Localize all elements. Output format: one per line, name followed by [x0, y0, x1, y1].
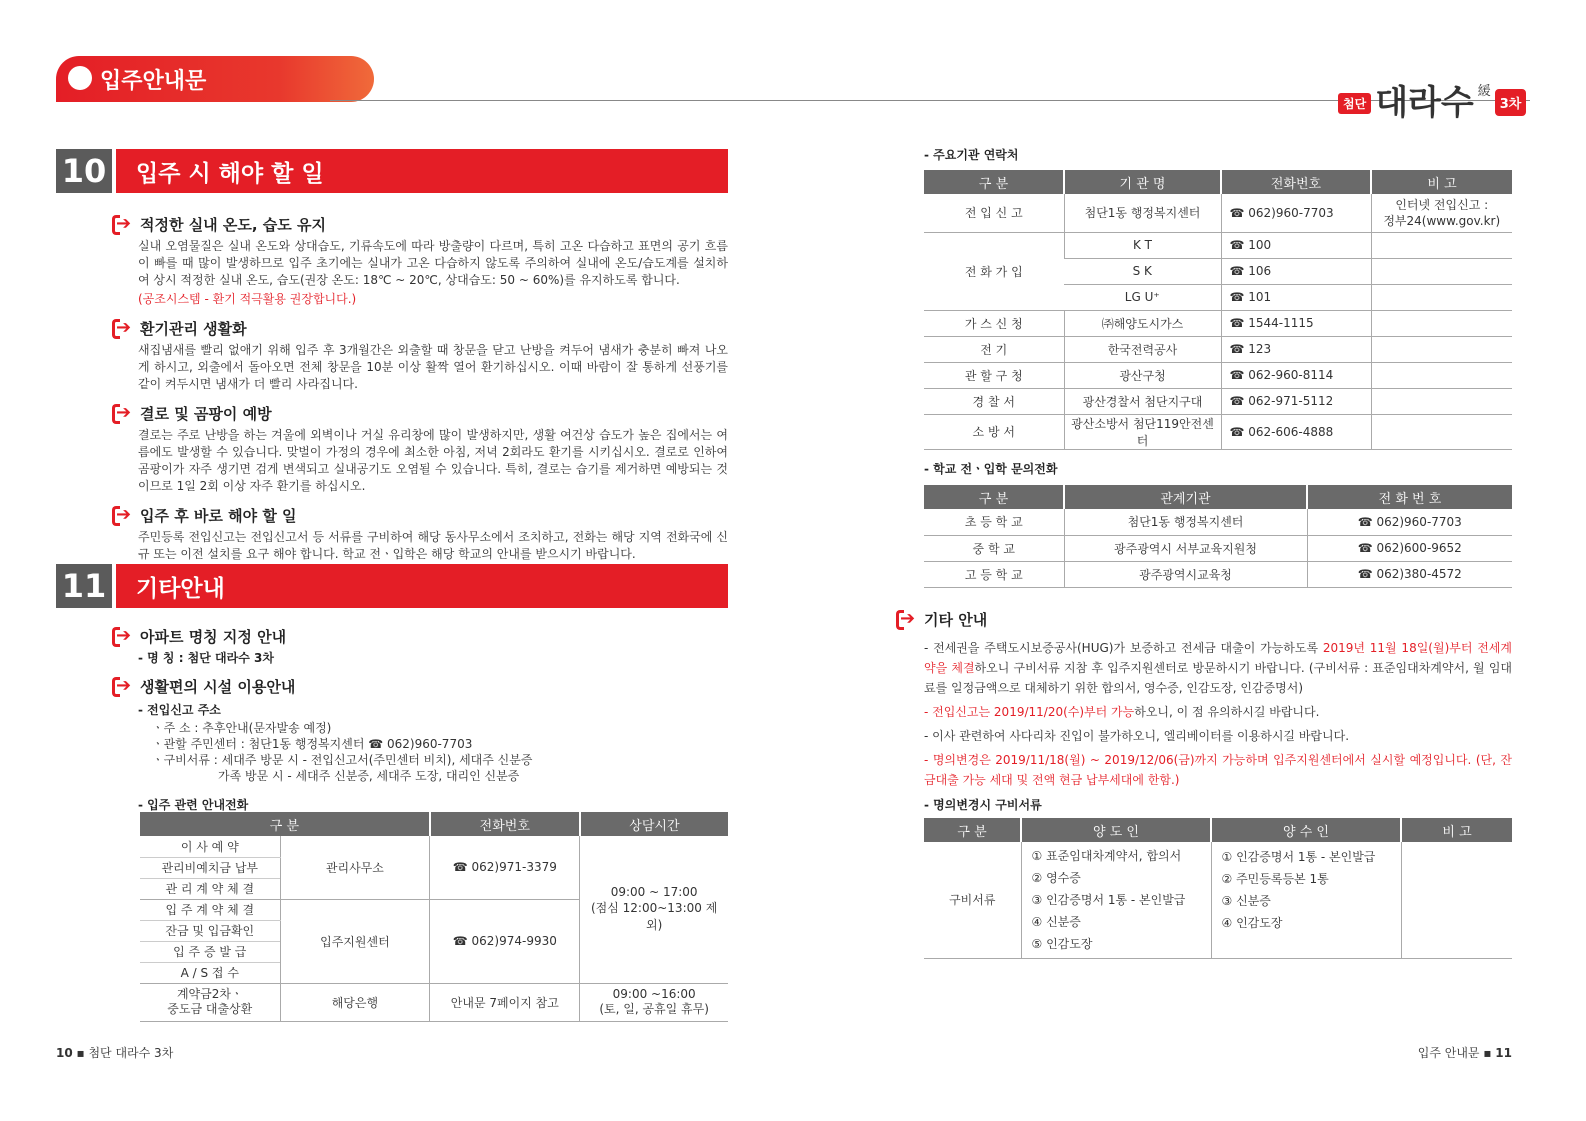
contact-note [1371, 232, 1512, 258]
item-heading [112, 318, 728, 339]
docs-giver [1021, 842, 1211, 958]
contact-org: 한국전력공사 [1064, 336, 1221, 362]
docs-item: ③ 인감증명서 1통 - 본인발급 [1031, 892, 1186, 907]
phone-item: 입 주 계 약 체 결 [140, 899, 280, 920]
school-org: 첨단1동 행정복지센터 [1064, 509, 1307, 535]
contact-tel: ☎ 100 [1221, 232, 1371, 258]
bullet-text: 하오니, 이 점 유의하시길 바랍니다. [1134, 705, 1320, 719]
table-row [924, 535, 1512, 561]
item-line: 계약금2차ㆍ [176, 987, 243, 1001]
contact-cat: 전 화 가 입 [924, 232, 1064, 310]
phone-table [140, 812, 728, 1022]
phone-office: 관리사무소 [280, 836, 430, 899]
phone-tel: 안내문 7페이지 참고 [430, 983, 580, 1021]
docs-taker [1211, 842, 1401, 958]
note-line: 인터넷 전입신고 : [1395, 197, 1489, 212]
table-row [924, 194, 1512, 232]
footer-right: 입주 안내문 ▪ 11 [1417, 1046, 1512, 1060]
phone-item: 관리비예치금 납부 [140, 857, 280, 878]
footer-text: 첨단 대라수 3차 [88, 1046, 174, 1060]
header-dot-icon [68, 66, 92, 90]
docs-item: ④ 인감도장 [1221, 916, 1283, 930]
conv-heading [112, 676, 728, 697]
contact-org: K T [1064, 232, 1221, 258]
item-heading [112, 403, 728, 424]
contacts-table [924, 170, 1512, 450]
section-10-title: 입주 시 해야 할 일 [116, 149, 728, 193]
contact-tel: ☎ 1544-1115 [1221, 310, 1371, 336]
item-body: 결로는 주로 난방을 하는 겨울에 외벽이나 거실 유리창에 많이 발생하지만, 생활 여건상 습도가 높은 집에서는 여름에도 발생할 수 있습니다. 맞벌이 가정의 경우에 최소한 아침, 저녁 2회라도 환기를 시키십시오. 결로로 인하여 곰팡이가 자주 생기면 검게 변색되고 실내공기도 오염될 수 있습니다. 특히, 결로는 습기를 제거하면 예방되는 것이므로 1일 2회 이상 자주 환기를 하십시오. [138, 428, 728, 493]
table-row [924, 509, 1512, 535]
school-tel: ☎ 062)600-9652 [1307, 535, 1512, 561]
addr-line: ㆍ구비서류 : 세대주 방문 시 - 전입신고서(주민센터 비치), 세대주 신분증 [152, 753, 533, 767]
phone-sub: - 입주 관련 안내전화 [138, 798, 249, 812]
arrow-icon [112, 677, 134, 697]
other-bullet: - 이사 관련하여 사다리차 진입이 불가하오니, 엘리베이터를 이용하시길 바랍니다. [924, 729, 1350, 743]
phone-head: 전화번호 [430, 812, 580, 836]
addr-line: ㆍ주 소 : 추후안내(문자발송 예정) [152, 721, 332, 735]
table-row [924, 842, 1512, 958]
contact-tel: ☎ 062-606-4888 [1221, 414, 1371, 449]
contact-org: 광산소방서 첨단119안전센터 [1064, 414, 1221, 449]
hours-line: 09:00 ~16:00 [612, 987, 696, 1001]
table-row [924, 362, 1512, 388]
header-title: 입주안내문 [100, 69, 207, 94]
contact-tel: ☎ 101 [1221, 284, 1371, 310]
arrow-icon [896, 610, 918, 630]
contact-org: 광산구청 [1064, 362, 1221, 388]
brand-logo [1338, 80, 1526, 123]
school-cat: 고 등 학 교 [924, 561, 1064, 587]
other-bullet: - 명의변경은 2019/11/18(월) ~ 2019/12/06(금)까지 가능하며 입주지원센터에서 실시할 예정입니다. (단, 잔금대출 가능 세대 및 전액 현금 납부세대에 한함.) [924, 753, 1512, 787]
arrow-icon [112, 404, 134, 424]
docs-item: ① 표준임대차계약서, 합의서 [1031, 848, 1182, 863]
contact-note [1371, 310, 1512, 336]
contact-note [1371, 284, 1512, 310]
addr-line: 가족 방문 시 - 세대주 신분증, 세대주 도장, 대리인 신분증 [218, 769, 520, 783]
school-tel: ☎ 062)380-4572 [1307, 561, 1512, 587]
section-11-number: 11 [56, 564, 112, 608]
section-11-title: 기타안내 [116, 564, 728, 608]
contact-cat: 전 입 신 고 [924, 194, 1064, 232]
phone-office: 해당은행 [280, 983, 430, 1021]
contact-cat: 가 스 신 청 [924, 310, 1064, 336]
school-org: 광주광역시교육청 [1064, 561, 1307, 587]
phone-item: A / S 접 수 [140, 962, 280, 983]
phone-item: 입 주 증 발 급 [140, 941, 280, 962]
brand-tag: 첨단 [1338, 93, 1371, 114]
arrow-icon [112, 215, 134, 235]
apt-heading [112, 626, 728, 647]
other-section [896, 609, 1512, 813]
hours-line: (점심 12:00~13:00 제외) [590, 901, 718, 933]
note-line: 정부24(www.gov.kr) [1383, 213, 1501, 228]
arrow-icon [112, 506, 134, 526]
apt-title: 아파트 명칭 지정 안내 [140, 628, 287, 646]
phone-office: 입주지원센터 [280, 899, 430, 983]
school-head: 전 화 번 호 [1307, 485, 1512, 509]
hours-line: (토, 일, 공휴일 휴무) [599, 1002, 709, 1016]
contact-org: 광산경찰서 첨단지구대 [1064, 388, 1221, 414]
phone-hours [580, 836, 728, 983]
section-11-body [112, 626, 728, 813]
school-org: 광주광역시 서부교육지원청 [1064, 535, 1307, 561]
bullet-highlight: - 전입신고는 2019/11/20(수)부터 가능 [924, 705, 1135, 719]
bullet-text: 하오니 구비서류 지참 후 입주지원센터로 방문하시기 바랍니다. (구비서류 : 표준임대차계약서, 월 임대료를 일정금액으로 대체하기 위한 합의서, 영수증, 인감도장, 인감증명서) [924, 661, 1513, 695]
table-row [924, 561, 1512, 587]
item-body: 새집냄새를 빨리 없애기 위해 입주 후 3개월간은 외출할 때 창문을 닫고 난방을 켜두어 냄새가 충분히 빠져 나오게 하시고, 외출에서 돌아오면 전체 창문을 10분 이상 활짝 열어 환기하십시오. 이때 바람이 잘 통하게 선풍기를 같이 켜두시면 냄새가 더 빨리 사라집니다. [138, 343, 728, 391]
brand-name: 대라수 [1375, 83, 1474, 123]
phone-item: 관 리 계 약 체 결 [140, 878, 280, 899]
docs-item: ② 주민등록등본 1통 [1221, 872, 1329, 886]
arrow-icon [112, 319, 134, 339]
docs-item: ⑤ 인감도장 [1031, 936, 1093, 951]
contact-note [1371, 414, 1512, 449]
phone-item [140, 983, 280, 1021]
conv-title: 생활편의 시설 이용안내 [140, 678, 296, 696]
footer-text: 입주 안내문 [1417, 1046, 1480, 1060]
school-head: 구 분 [924, 485, 1064, 509]
move-in-sub: - 전입신고 주소 [138, 703, 221, 717]
item-title: 입주 후 바로 해야 할 일 [140, 507, 297, 525]
contacts-head: 전화번호 [1221, 170, 1371, 194]
contact-tel: ☎ 062-960-8114 [1221, 362, 1371, 388]
table-row [924, 336, 1512, 362]
item-note: (공조시스템 - 환기 적극활용 권장합니다.) [138, 292, 357, 306]
school-table [924, 485, 1512, 588]
brand-num: 3차 [1495, 89, 1527, 116]
contact-tel: ☎ 106 [1221, 258, 1371, 284]
phone-item: 이 사 예 약 [140, 836, 280, 857]
other-bullet [924, 702, 1512, 722]
item-body: 주민등록 전입신고는 전입신고서 등 서류를 구비하여 해당 동사무소에서 조치하고, 전화는 해당 지역 전화국에 신규 또는 이전 설치를 요구 해야 합니다. 학교 전ㆍ입학은 해당 학교의 안내를 받으시기 바랍니다. [138, 530, 728, 561]
bullet-text: - 전세권을 주택도시보증공사(HUG)가 보증하고 전세금 대출이 가능하도록 [924, 641, 1323, 655]
contact-org: ㈜해양도시가스 [1064, 310, 1221, 336]
phone-head: 상담시간 [580, 812, 728, 836]
item-line: 중도금 대출상환 [167, 1002, 253, 1016]
bullet-highlight: 2019년 11월 18일(월)부터 전세계약을 체결 [924, 641, 1512, 675]
docs-item: ③ 신분증 [1221, 894, 1271, 908]
school-cat: 중 학 교 [924, 535, 1064, 561]
contact-note [1371, 336, 1512, 362]
docs-cat: 구비서류 [924, 842, 1021, 958]
other-title: 기타 안내 [924, 611, 988, 629]
contact-cat: 관 할 구 청 [924, 362, 1064, 388]
contact-org: LG U⁺ [1064, 284, 1221, 310]
phone-tel: ☎ 062)971-3379 [430, 836, 580, 899]
table-row [924, 232, 1512, 258]
item-title: 환기관리 생활화 [140, 320, 247, 338]
addr-line: ㆍ관할 주민센터 : 첨단1동 행정복지센터 ☎ 062)960-7703 [152, 737, 473, 751]
item-heading [112, 505, 728, 526]
school-head: 관계기관 [1064, 485, 1307, 509]
docs-head: 양 도 인 [1021, 818, 1211, 842]
apt-name: - 명 칭 : 첨단 대라수 3차 [138, 651, 274, 665]
section-10-number: 10 [56, 149, 112, 193]
docs-item: ① 인감증명서 1통 - 본인발급 [1221, 850, 1376, 864]
page-number: 11 [1495, 1046, 1512, 1060]
contact-org: 첨단1동 행정복지센터 [1064, 194, 1221, 232]
docs-head: 비 고 [1401, 818, 1512, 842]
item-title: 결로 및 곰팡이 예방 [140, 405, 272, 423]
docs-note [1401, 842, 1512, 958]
table-row [924, 414, 1512, 449]
table-row [140, 983, 728, 1021]
docs-item: ② 영수증 [1031, 870, 1081, 885]
phone-item: 잔금 및 입금확인 [140, 920, 280, 941]
other-bullet [924, 638, 1512, 698]
phone-tel: ☎ 062)974-9930 [430, 899, 580, 983]
docs-item: ④ 신분증 [1031, 914, 1081, 929]
contact-note [1371, 388, 1512, 414]
contacts-head: 기 관 명 [1064, 170, 1221, 194]
section-10-body [112, 214, 728, 563]
contact-cat: 경 찰 서 [924, 388, 1064, 414]
table-row [140, 836, 728, 857]
brand-sup: 緩 [1477, 84, 1491, 99]
table-row [924, 310, 1512, 336]
school-cat: 초 등 학 교 [924, 509, 1064, 535]
contact-cat: 소 방 서 [924, 414, 1064, 449]
contact-note [1371, 258, 1512, 284]
contact-tel: ☎ 062)960-7703 [1221, 194, 1371, 232]
phone-head: 구 분 [140, 812, 430, 836]
hours-line: 09:00 ~ 17:00 [610, 885, 698, 900]
contacts-title: - 주요기관 연락처 [924, 148, 1019, 162]
item-heading [112, 214, 728, 235]
contact-tel: ☎ 123 [1221, 336, 1371, 362]
docs-table [924, 818, 1512, 959]
arrow-icon [112, 627, 134, 647]
page-number: 10 [56, 1046, 73, 1060]
contacts-head: 비 고 [1371, 170, 1512, 194]
docs-head: 구 분 [924, 818, 1021, 842]
footer-left: 10 ▪ 첨단 대라수 3차 [56, 1046, 174, 1060]
contact-note [1371, 362, 1512, 388]
item-body: 실내 오염물질은 실내 온도와 상대습도, 기류속도에 따라 방출량이 다르며, 특히 고온 다습하고 표면의 공기 흐름이 빠를 때 많이 발생하므로 입주 초기에는 실내가 고온 다습하지 않도록 주의하여 실내에 온도/습도계를 설치하여 상시 적정한 실내 온도, 습도(권장 온도: 18℃ ~ 20℃, 상대습도: 50 ~ 60%)를 유지하도록 합니다. [138, 239, 728, 287]
contact-cat: 전 기 [924, 336, 1064, 362]
docs-title: - 명의변경시 구비서류 [924, 798, 1042, 812]
school-tel: ☎ 062)960-7703 [1307, 509, 1512, 535]
school-title: - 학교 전ㆍ입학 문의전화 [924, 462, 1058, 476]
item-title: 적정한 실내 온도, 습도 유지 [140, 216, 326, 234]
contacts-head: 구 분 [924, 170, 1064, 194]
other-heading [896, 609, 1512, 630]
contact-note [1371, 194, 1512, 232]
phone-hours [580, 983, 728, 1021]
contact-tel: ☎ 062-971-5112 [1221, 388, 1371, 414]
contact-org: S K [1064, 258, 1221, 284]
docs-head: 양 수 인 [1211, 818, 1401, 842]
table-row [924, 388, 1512, 414]
